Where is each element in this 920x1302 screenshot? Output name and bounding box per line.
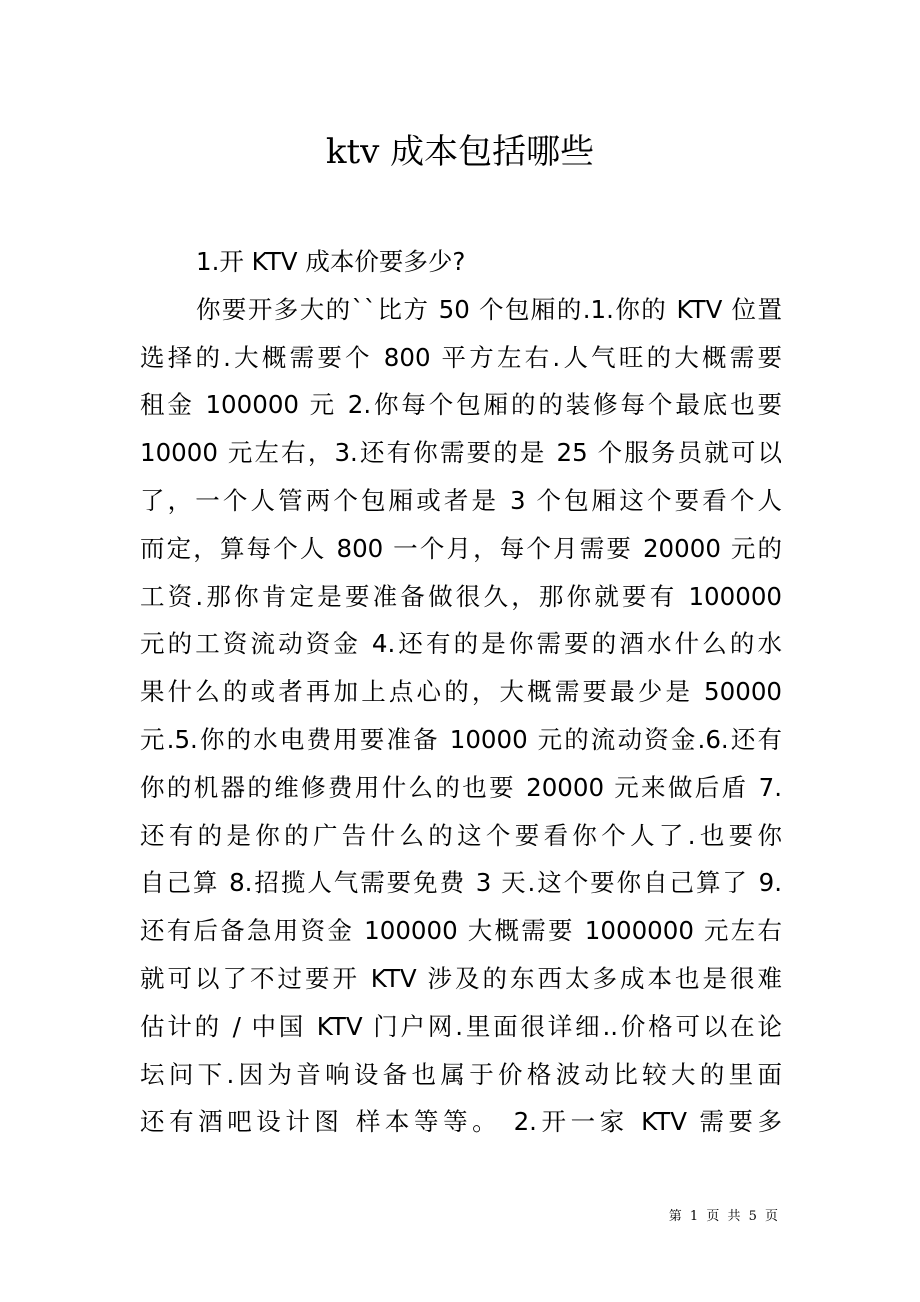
body-line: 果什么的或者再加上点心的，大概需要最少是 50000 [140,677,782,707]
body-line: 了，一个人管两个包厢或者是 3 个包厢这个要看个人 [140,485,782,515]
body-line: 元.5.你的水电费用要准备 10000 元的流动资金.6.还有 [140,724,782,754]
body-line: 而定，算每个人 800 一个月，每个月需要 20000 元的 [140,533,782,563]
body-line: 工资.那你肯定是要准备做很久，那你就要有 100000 [140,581,782,611]
body-line: 估计的 / 中国 KTV 门户网.里面很详细..价格可以在论 [140,1011,782,1041]
document-body [140,238,782,1146]
body-line: 租金 100000 元 2.你每个包厢的的装修每个最底也要 [140,390,782,420]
body-line: 坛问下.因为音响设备也属于价格波动比较大的里面 [140,1059,782,1089]
body-line: 选择的.大概需要个 800 平方左右.人气旺的大概需要 [140,342,782,372]
body-line: 还有的是你的广告什么的这个要看你个人了.也要你 [140,820,782,850]
body-line-heading: 1.开 KTV 成本价要多少? [196,247,466,276]
body-line: 元的工资流动资金 4.还有的是你需要的酒水什么的水 [140,629,782,659]
document-title: ktv 成本包括哪些 [325,132,595,172]
body-line: 10000 元左右，3.还有你需要的是 25 个服务员就可以 [140,438,782,468]
body-line: 你的机器的维修费用什么的也要 20000 元来做后盾 7. [140,772,782,802]
body-line: 还有后备急用资金 100000 大概需要 1000000 元左右 [140,916,782,946]
body-line: 就可以了不过要开 KTV 涉及的东西太多成本也是很难 [140,963,782,993]
page-number-footer: 第 1 页 共 5 页 [668,1209,780,1224]
body-line: 自己算 8.招揽人气需要免费 3 天.这个要你自己算了 9. [140,868,782,898]
body-line: 还有酒吧设计图 样本等等。 2.开一家 KTV 需要多 [140,1107,782,1137]
body-line: 你要开多大的``比方 50 个包厢的.1.你的 KTV 位置 [196,294,782,324]
